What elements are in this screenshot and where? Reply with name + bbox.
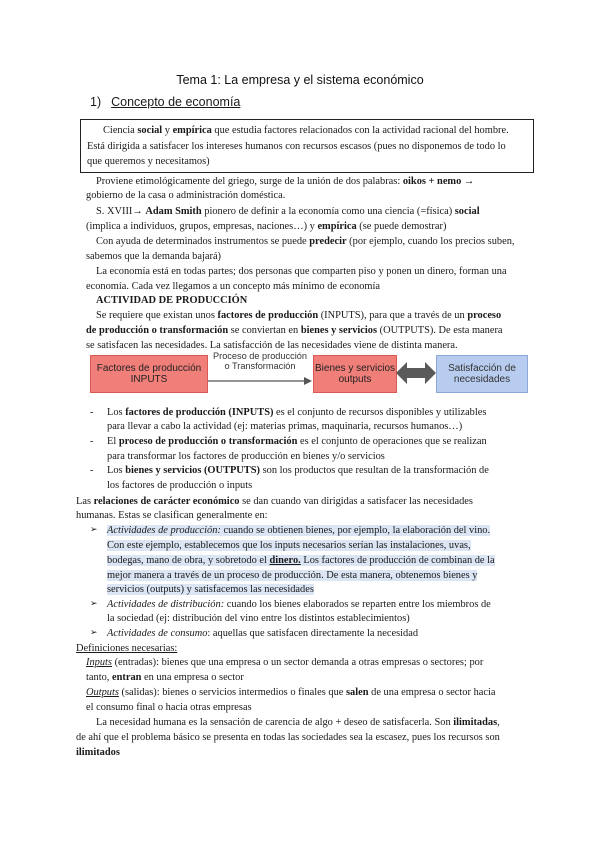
dash-bullet: - bbox=[90, 407, 94, 418]
production-line-1: Se requiere que existan unos factores de producción (INPUTS), para que a través de un proceso bbox=[96, 310, 502, 321]
production-line-2: de producción o transformación se conviertan en bienes y servicios (OUTPUTS). De esta manera bbox=[86, 325, 503, 336]
activity-production-line-5: servicios (outputs) y satisfacemos las necesidades bbox=[107, 584, 314, 595]
inputs-definition-line-1: Inputs (entradas): bienes que una empresa o un sector demanda a otras empresas o sectores; por bbox=[86, 657, 484, 668]
activity-distribution-line-2: la sociedad (ej: distribución del vino entre los distintos establecimientos) bbox=[107, 613, 410, 624]
outputs-box: Bienes y servicios outputs bbox=[313, 355, 397, 393]
everywhere-line-2: economía. Cada vez llegamos a un concepto más mínimo de economía bbox=[86, 281, 381, 292]
relations-line-2: humanas. Estas se clasifican generalmente en: bbox=[76, 510, 268, 521]
activity-distribution-line-1: Actividades de distribución: cuando los bienes elaborados se reparten entre los miembros de bbox=[107, 599, 491, 610]
definitions-heading: Definiciones necesarias: bbox=[76, 643, 178, 654]
definition-line-3: que queremos y necesitamos) bbox=[87, 156, 210, 167]
arrow-bullet-icon: ➢ bbox=[90, 599, 98, 609]
dash-item-2-line-1: El proceso de producción o transformación es el conjunto de operaciones que se realizan bbox=[107, 436, 487, 447]
relations-line-1: Las relaciones de carácter económico se dan cuando van dirigidas a satisfacer las necesidades bbox=[76, 496, 473, 507]
dash-item-1-line-1: Los factores de producción (INPUTS) es el conjunto de recursos disponibles y utilizables bbox=[107, 407, 487, 418]
activity-production-line-4: mejor manera a través de un proceso de producción. De esta manera, obtenemos bienes y bbox=[107, 570, 478, 581]
arrow-bullet-icon: ➢ bbox=[90, 628, 98, 638]
etymology-line-1: Proviene etimológicamente del griego, surge de la unión de dos palabras: oikos + nemo → bbox=[96, 176, 475, 187]
section-title: Concepto de economía bbox=[111, 95, 241, 109]
everywhere-line-1: La economía está en todas partes; dos personas que comparten piso y ponen un dinero, forman una bbox=[96, 266, 507, 277]
page-title: Tema 1: La empresa y el sistema económico bbox=[176, 73, 424, 87]
activity-production-line-1: Actividades de producción: cuando se obtienen bienes, por ejemplo, la elaboración del vino. bbox=[107, 525, 491, 536]
section-heading bbox=[90, 95, 240, 110]
activity-production-line-3: bodegas, mano de obra, y sobretodo el dinero. Los factores de producción de combinan de la bbox=[107, 555, 495, 566]
inputs-definition-line-2: tanto, entran en una empresa o sector bbox=[86, 672, 244, 683]
etymology-line-2: gobierno de la casa o administración doméstica. bbox=[86, 190, 286, 201]
dash-item-2-line-2: para transformar los factores de producción en bienes y/o servicios bbox=[107, 451, 385, 462]
dash-bullet: - bbox=[90, 465, 94, 476]
predict-line-2: sabemos que la demanda bajará) bbox=[86, 251, 222, 262]
dash-item-3-line-2: los factores de producción o inputs bbox=[107, 480, 253, 491]
production-diagram bbox=[90, 350, 526, 395]
satisfaction-box: Satisfacción de necesidades bbox=[436, 355, 528, 393]
dash-item-1-line-2: para llevar a cabo la actividad (ej: materias primas, maquinaria, recursos humanos…) bbox=[107, 421, 463, 432]
history-line-2: (implica a individuos, grupos, empresas, naciones…) y empírica (se puede demostrar) bbox=[86, 221, 447, 232]
predict-line-1: Con ayuda de determinados instrumentos se puede predecir (por ejemplo, cuando los precios suben, bbox=[96, 236, 515, 247]
needs-line-3: ilimitados bbox=[76, 747, 120, 758]
process-label: Proceso de producción o Transformación bbox=[213, 351, 307, 371]
definition-box bbox=[80, 119, 534, 173]
inputs-box: Factores de producción INPUTS bbox=[90, 355, 208, 393]
production-line-3: se satisfacen las necesidades. La satisfacción de las necesidades viene de distinta manera. bbox=[86, 340, 458, 351]
history-line-1: S. XVIII→ Adam Smith pionero de definir a la economía como una ciencia (=física) social bbox=[96, 206, 480, 217]
activity-consumption-line-1: Actividades de consumo: aquellas que satisfacen directamente la necesidad bbox=[107, 628, 419, 639]
dash-item-3-line-1: Los bienes y servicios (OUTPUTS) son los productos que resultan de la transformación de bbox=[107, 465, 489, 476]
double-arrow-icon bbox=[396, 361, 436, 385]
process-arrow bbox=[206, 376, 314, 386]
activity-production-line-2: Con este ejemplo, establecemos que los inputs necesarios serían las instalaciones, uvas, bbox=[107, 540, 471, 551]
needs-line-1: La necesidad humana es la sensación de carencia de algo + deseo de satisfacerla. Son ilimitadas, bbox=[96, 717, 500, 728]
outputs-definition-line-2: el consumo final o hacia otras empresas bbox=[86, 702, 252, 713]
needs-line-2: de ahí que el problema básico se presenta en todas las sociedades sea la escasez, pues los recursos son bbox=[76, 732, 500, 743]
section-number: 1) bbox=[90, 95, 102, 109]
dash-bullet: - bbox=[90, 436, 94, 447]
definition-line-2: Está dirigida a satisfacer los intereses humanos con recursos escasos (pues no disponemos de todo lo bbox=[87, 140, 506, 152]
arrow-bullet-icon: ➢ bbox=[90, 525, 98, 535]
definition-line-1: Ciencia social y empírica que estudia factores relacionados con la actividad racional del hombre. bbox=[103, 125, 509, 136]
production-subheading: ACTIVIDAD DE PRODUCCIÓN bbox=[96, 295, 248, 306]
outputs-definition-line-1: Outputs (salidas): bienes o servicios intermedios o finales que salen de una empresa o sector hacia bbox=[86, 687, 496, 698]
